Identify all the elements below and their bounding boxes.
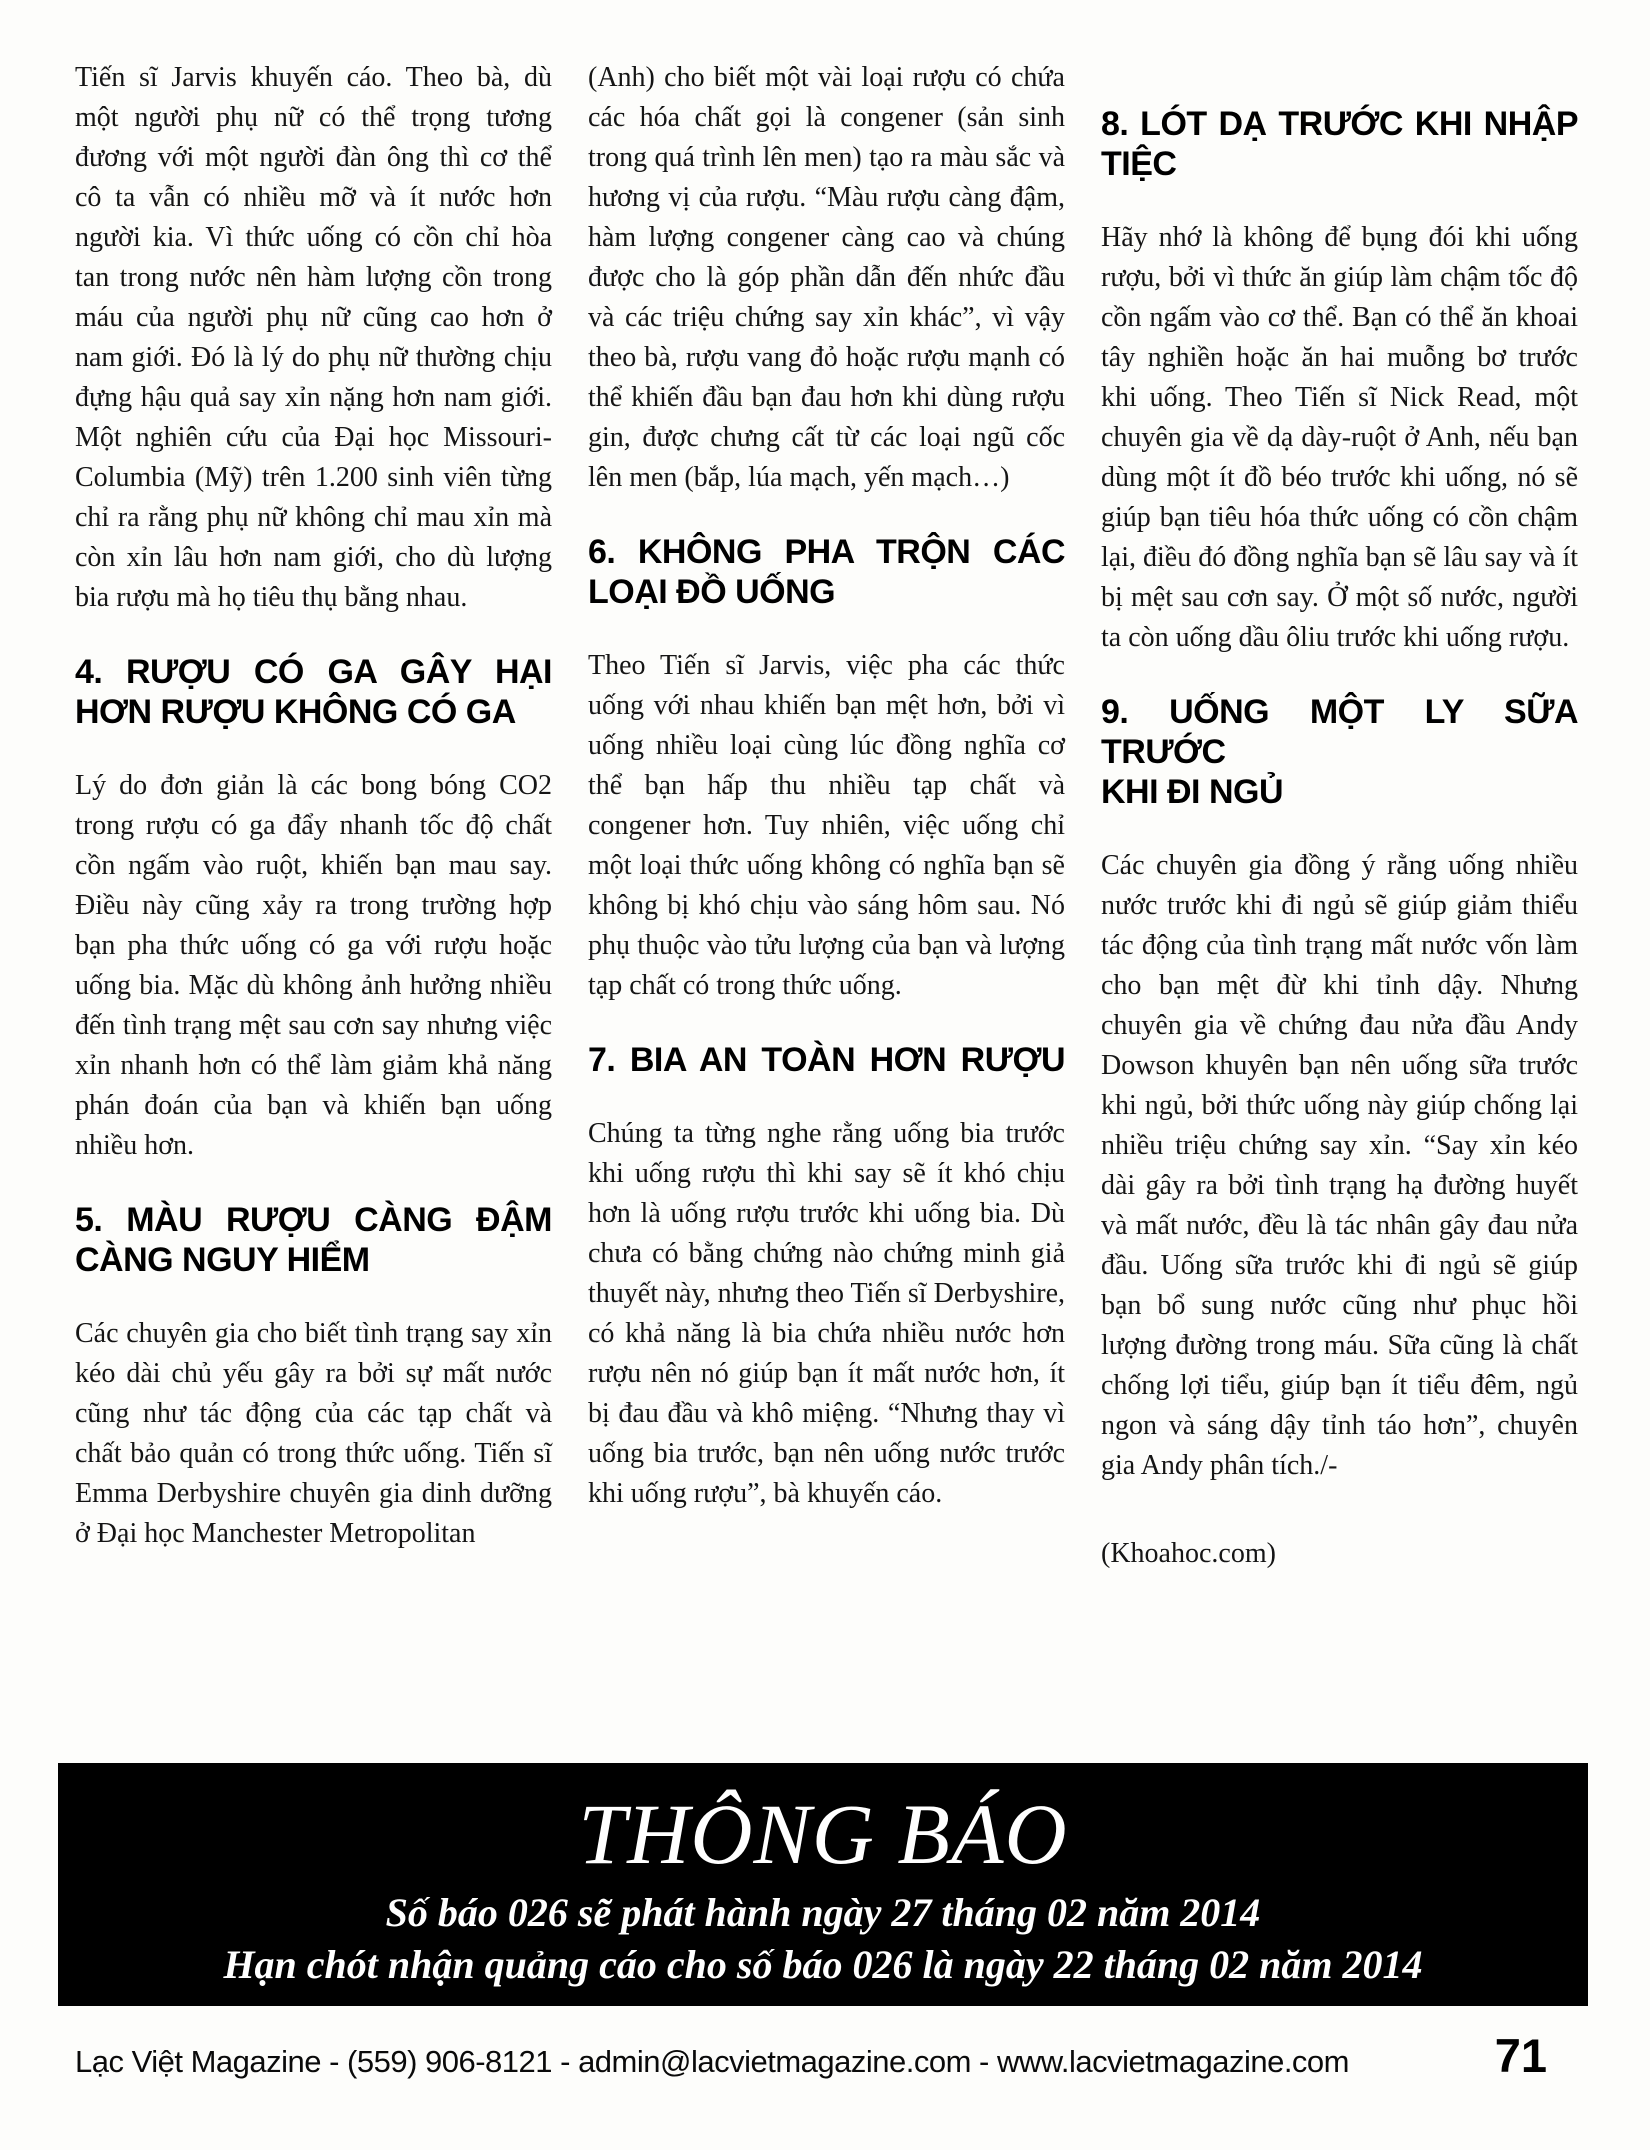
source-credit: (Khoahoc.com) — [1101, 1538, 1276, 1569]
section-heading-4 — [75, 652, 552, 732]
paragraph: Tiến sĩ Jarvis khuyến cáo. Theo bà, dù một người phụ nữ có thể trọng tương đương với một người đàn ông thì cơ thể cô ta vẫn có nhiều mỡ và ít nước hơn người kia. Vì thức uống có cồn chỉ hòa tan trong nước nên hàm lượng cồn trong máu của người phụ nữ cũng cao hơn ở nam giới. Đó là lý do phụ nữ thường chịu đựng hậu quả say xỉn nặng hơn nam giới. Một nghiên cứu của Đại học Missouri-Columbia (Mỹ) trên 1.200 sinh viên từng chỉ ra rằng phụ nữ không chỉ mau xỉn mà còn xỉn lâu hơn nam giới, cho dù lượng bia rượu mà họ tiêu thụ bằng nhau. — [75, 62, 552, 613]
paragraph: Các chuyên gia cho biết tình trạng say xỉn kéo dài chủ yếu gây ra bởi sự mất nước cũng như tác động của các tạp chất và chất bảo quản có trong thức uống. Tiến sĩ Emma Derbyshire chuyên gia dinh dưỡng ở Đại học Manchester Metropolitan — [75, 1318, 552, 1549]
heading-line: TIỆC — [1101, 145, 1177, 183]
heading-line: 7. BIA AN TOÀN HƠN RƯỢU — [588, 1041, 1065, 1079]
heading-line: 8. LÓT DẠ TRƯỚC KHI NHẬP — [1101, 105, 1578, 143]
announcement-banner — [58, 1763, 1588, 2006]
heading-line: 5. MÀU RƯỢU CÀNG ĐẬM — [75, 1201, 552, 1239]
banner-ad-deadline: Hạn chót nhận quảng cáo cho số báo 026 là ngày 22 tháng 02 năm 2014 — [223, 1942, 1423, 1987]
page-number: 71 — [1494, 2029, 1547, 2082]
paragraph: Theo Tiến sĩ Jarvis, việc pha các thức uống với nhau khiến bạn mệt hơn, bởi vì uống nhiều loại cùng lúc đồng nghĩa cơ thể bạn hấp thu nhiều tạp chất và congener hơn. Tuy nhiên, việc uống chỉ một loại thức uống không có nghĩa bạn sẽ không bị khó chịu vào sáng hôm sau. Nó phụ thuộc vào tửu lượng của bạn và lượng tạp chất có trong thức uống. — [588, 650, 1065, 1001]
banner-release-date: Số báo 026 sẽ phát hành ngày 27 tháng 02 năm 2014 — [385, 1890, 1261, 1935]
article-columns — [75, 58, 1578, 1574]
paragraph: Lý do đơn giản là các bong bóng CO2 trong rượu có ga đẩy nhanh tốc độ chất cồn ngấm vào ruột, khiến bạn mau say. Điều này cũng xảy ra trong trường hợp bạn pha thức uống có ga với rượu hoặc uống bia. Mặc dù không ảnh hưởng nhiều đến tình trạng mệt sau cơn say nhưng việc xỉn nhanh hơn có thể làm giảm khả năng phán đoán của bạn và khiến bạn uống nhiều hơn. — [75, 770, 552, 1161]
banner-title: THÔNG BÁO — [578, 1786, 1068, 1882]
page-footer — [75, 2028, 1577, 2083]
section-heading-9 — [1101, 692, 1578, 812]
heading-line: 4. RƯỢU CÓ GA GÂY HẠI — [75, 653, 552, 691]
column-2 — [588, 58, 1065, 1574]
section-heading-7 — [588, 1040, 1065, 1080]
paragraph: Chúng ta từng nghe rằng uống bia trước khi uống rượu thì khi say sẽ ít khó chịu hơn là uống rượu trước khi uống bia. Dù chưa có bằng chứng nào chứng minh giả thuyết này, nhưng theo Tiến sĩ Derbyshire, có khả năng là bia chứa nhiều nước hơn rượu nên nó giúp bạn ít mất nước hơn, ít bị đau đầu và khô miệng. “Nhưng thay vì uống bia trước, bạn nên uống nước trước khi uống rượu”, bà khuyến cáo. — [588, 1118, 1065, 1509]
paragraph: Hãy nhớ là không để bụng đói khi uống rượu, bởi vì thức ăn giúp làm chậm tốc độ cồn ngấm vào cơ thể. Bạn có thể ăn khoai tây nghiền hoặc ăn hai muỗng bơ trước khi uống. Theo Tiến sĩ Nick Read, một chuyên gia về dạ dày-ruột ở Anh, nếu bạn dùng một ít đồ béo trước khi uống, nó sẽ giúp bạn tiêu hóa thức uống có cồn chậm lại, điều đó đồng nghĩa bạn sẽ lâu say và ít bị mệt sau cơn say. Ở một số nước, người ta còn uống dầu ôliu trước khi uống rượu. — [1101, 222, 1578, 653]
paragraph: (Anh) cho biết một vài loại rượu có chứa các hóa chất gọi là congener (sản sinh trong quá trình lên men) tạo ra màu sắc và hương vị của rượu. “Màu rượu càng đậm, hàm lượng congener càng cao và chúng được cho là góp phần dẫn đến nhức đầu và các triệu chứng say xỉn khác”, vì vậy theo bà, rượu vang đỏ hoặc rượu mạnh có thể khiến đầu bạn đau hơn khi dùng rượu gin, được chưng cất từ các loại ngũ cốc lên men (bắp, lúa mạch, yến mạch…) — [588, 62, 1065, 493]
footer-contact: Lạc Việt Magazine - (559) 906-8121 - admin@lacvietmagazine.com - www.lacvietmagazine.com — [75, 2044, 1349, 2079]
section-heading-6 — [588, 532, 1065, 612]
column-1 — [75, 58, 552, 1574]
column-3 — [1101, 58, 1578, 1574]
paragraph: Các chuyên gia đồng ý rằng uống nhiều nước trước khi đi ngủ sẽ giúp giảm thiểu tác động của tình trạng mất nước vốn làm cho bạn mệt đừ khi tỉnh dậy. Nhưng chuyên gia về chứng đau nửa đầu Andy Dowson khuyên bạn nên uống sữa trước khi ngủ, bởi thức uống này giúp chống lại nhiều triệu chứng say xỉn. “Say xỉn kéo dài gây ra bởi tình trạng hạ đường huyết và mất nước, đều là tác nhân gây đau nửa đầu. Uống sữa trước khi đi ngủ sẽ giúp bạn bổ sung nước cũng như phục hồi lượng đường trong máu. Sữa cũng là chất chống lợi tiểu, giúp bạn ít tiểu đêm, ngủ ngon và sáng dậy tỉnh táo hơn”, chuyên gia Andy phân tích./- — [1101, 850, 1578, 1481]
heading-line: LOẠI ĐỒ UỐNG — [588, 573, 836, 611]
heading-line: 6. KHÔNG PHA TRỘN CÁC — [588, 533, 1065, 571]
section-heading-8 — [1101, 104, 1578, 184]
section-heading-5 — [75, 1200, 552, 1280]
heading-line: KHI ĐI NGỦ — [1101, 773, 1283, 811]
heading-line: HƠN RƯỢU KHÔNG CÓ GA — [75, 693, 516, 731]
heading-line: CÀNG NGUY HIỂM — [75, 1241, 370, 1279]
heading-line: 9. UỐNG MỘT LY SỮA TRƯỚC — [1101, 693, 1578, 771]
